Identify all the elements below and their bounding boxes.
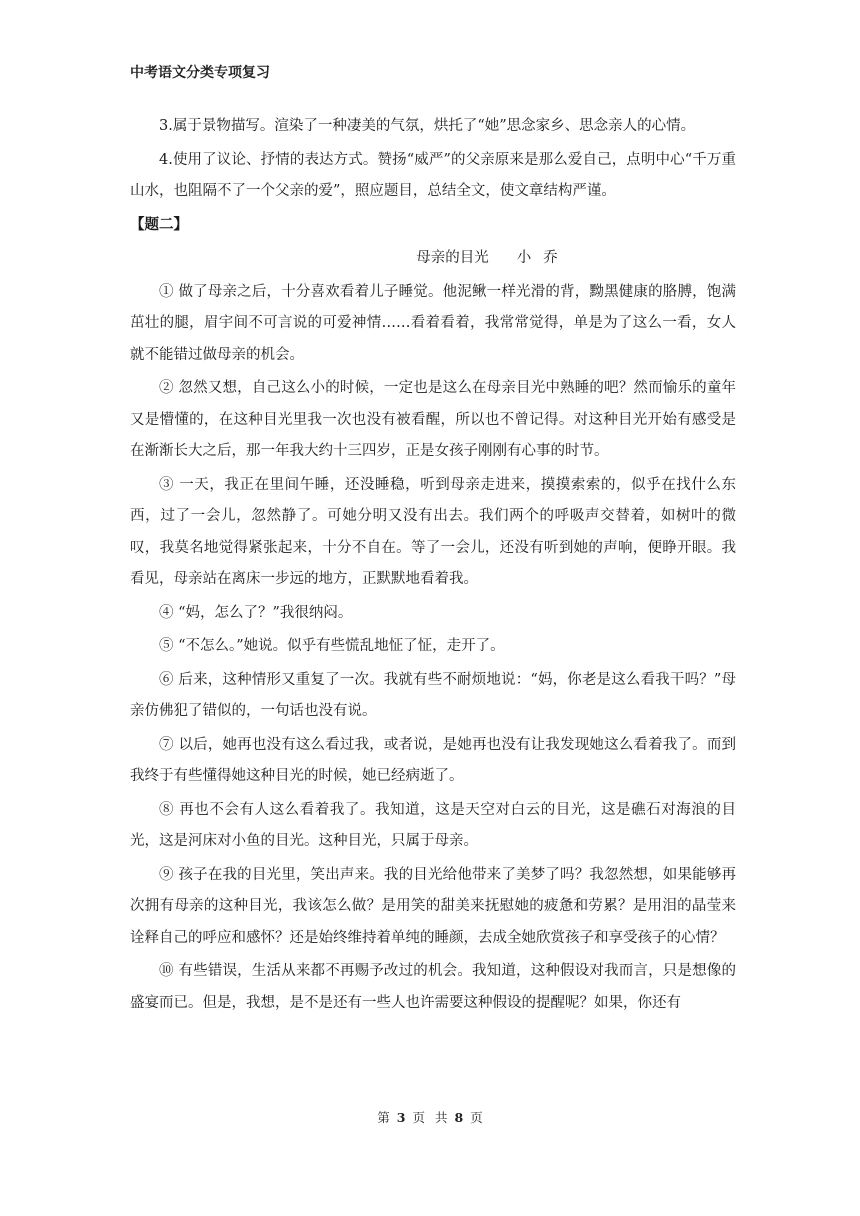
article-paragraph: ⑩ 有些错误，生活从来都不再赐予改过的机会。我知道，这种假设对我而言，只是想像的盛宴而已。但是，我想，是不是还有一些人也许需要这种假设的提醒呢？如果，你还有 xyxy=(130,963,736,1011)
document-header-title: 中考语文分类专项复习 xyxy=(130,65,270,81)
article-author: 小乔 xyxy=(516,250,570,266)
article-title: 母亲的目光 xyxy=(416,250,489,266)
footer-prefix: 第 xyxy=(377,1110,390,1125)
article-paragraph: ③ 一天，我正在里间午睡，还没睡稳，听到母亲走进来，摸摸索索的，似乎在找什么东西，过了一会儿，忽然静了。可她分明又没有出去。我们两个的呼吸声交替着，如树叶的微叹，我莫名地觉得紧张起来，十分不自在。等了一会儿，还没有听到她的声响，便睁开眼。我看见，母亲站在离床一步远的地方，正默默地看着我。 xyxy=(130,476,736,587)
article-paragraph: ⑤ “不怎么。”她说。似乎有些慌乱地怔了怔，走开了。 xyxy=(159,638,505,654)
article-heading xyxy=(130,243,736,275)
article-paragraph: ⑨ 孩子在我的目光里，笑出声来。我的目光给他带来了美梦了吗？我忽然想，如果能够再次拥有母亲的这种目光，我该怎么做？是用笑的甜美来抚慰她的疲惫和劳累？是用泪的晶莹来诠释自己的呼应和感怀？还是始终维持着单纯的睡颜，去成全她欣赏孩子和享受孩子的心情？ xyxy=(130,866,736,946)
article-paragraph: ② 忽然又想，自己这么小的时候，一定也是这么在母亲目光中熟睡的吧？然而愉乐的童年又是懵懂的，在这种目光里我一次也没有被看醒，所以也不曾记得。对这种目光开始有感受是在渐渐长大之后，那一年我大约十三四岁，正是女孩子刚刚有心事的时节。 xyxy=(130,380,736,459)
article-paragraph: ① 做了母亲之后，十分喜欢看着儿子睡觉。他泥鳅一样光滑的背，黝黑健康的胳膊，饱满茁壮的腿，眉宇间不可言说的可爱神情……看着看着，我常常觉得，单是为了这么一看，女人就不能错过做母亲的机会。 xyxy=(130,283,736,363)
answer-paragraph: 4.使用了议论、抒情的表达方式。赞扬“威严”的父亲原来是那么爱自己，点明中心“千万重山水，也阻隔不了一个父亲的爱”，照应题目，总结全文，使文章结构严谨。 xyxy=(130,151,736,199)
footer-total-prefix: 共 xyxy=(434,1110,448,1125)
article-paragraph: ⑥ 后来，这种情形又重复了一次。我就有些不耐烦地说：“妈，你老是这么看我干吗？”母亲仿佛犯了错似的，一句话也没有说。 xyxy=(130,671,736,719)
document-body xyxy=(130,111,736,1021)
footer-suffix: 页 xyxy=(470,1110,483,1125)
current-page-number: 3 xyxy=(396,1110,406,1125)
answer-paragraph: 3.属于景物描写。渲染了一种凄美的气氛，烘托了“她”思念家乡、思念亲人的心情。 xyxy=(159,118,696,134)
page-footer xyxy=(0,1108,860,1126)
section-label: 【题二】 xyxy=(130,216,188,233)
article-paragraph: ⑧ 再也不会有人这么看着我了。我知道，这是天空对白云的目光，这是礁石对海浪的目光，这是河床对小鱼的目光。这种目光，只属于母亲。 xyxy=(130,801,736,849)
total-page-number: 8 xyxy=(454,1110,464,1125)
article-paragraph: ④ “妈，怎么了？”我很纳闷。 xyxy=(159,604,353,621)
footer-page-word: 页 xyxy=(412,1110,425,1125)
article-paragraph: ⑦ 以后，她再也没有这么看过我，或者说，是她再也没有让我发现她这么看着我了。而到我终于有些懂得她这种目光的时候，她已经病逝了。 xyxy=(130,736,736,784)
